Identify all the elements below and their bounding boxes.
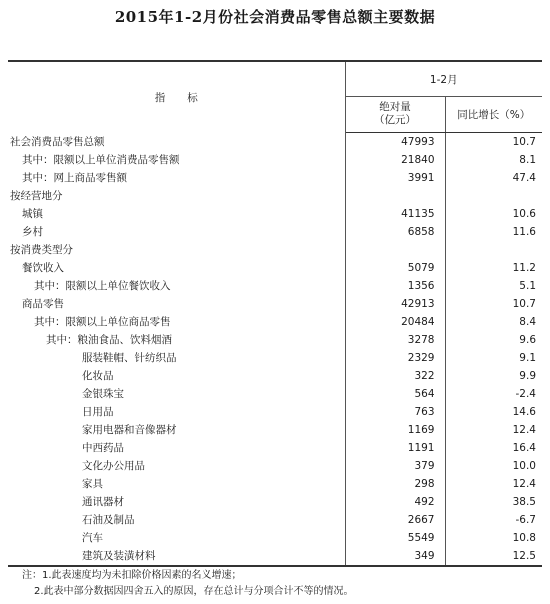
row-label: 建筑及装潢材料 xyxy=(8,547,345,566)
growth-rate: -6.7 xyxy=(515,513,536,526)
absolute-value: 21840 xyxy=(345,151,445,169)
absolute-value: 298 xyxy=(345,475,445,493)
growth-rate: 12.5 xyxy=(445,547,542,566)
row-label: 社会消费品零售总额 xyxy=(8,132,345,151)
row-label-prefix: 其中： xyxy=(46,334,78,346)
table-row xyxy=(8,349,542,367)
row-label: 其中：限额以上单位商品零售 xyxy=(8,313,345,331)
table-row xyxy=(8,439,542,457)
growth-rate: 11.6 xyxy=(512,225,536,238)
footnote-1: 注：1.此表速度均为未扣除价格因素的名义增速； xyxy=(22,570,242,581)
table-row xyxy=(8,529,542,547)
growth-rate: 12.4 xyxy=(512,423,536,436)
row-label: 金银珠宝 xyxy=(8,385,345,403)
growth-rate: -2.4 xyxy=(515,387,536,400)
row-label: 文化办公用品 xyxy=(8,457,345,475)
absolute-value: 1169 xyxy=(345,421,445,439)
table-row xyxy=(8,169,542,187)
absolute-value: 1356 xyxy=(345,277,445,295)
growth-rate: 14.6 xyxy=(512,405,536,418)
absolute-value: 20484 xyxy=(345,313,445,331)
growth-rate: 5.1 xyxy=(519,279,536,292)
table-row xyxy=(8,132,542,151)
table-row xyxy=(8,151,542,169)
table-row xyxy=(8,475,542,493)
table-row xyxy=(8,547,542,566)
growth-header: 同比增长（%） xyxy=(445,97,542,132)
growth-rate: 12.4 xyxy=(512,477,536,490)
table-row xyxy=(8,241,542,259)
row-label: 按经营地分 xyxy=(8,187,345,205)
growth-rate xyxy=(445,187,542,205)
indicator-header: 指标 xyxy=(8,61,345,132)
table-row xyxy=(8,259,542,277)
page-title: 2015年1-2月份社会消费品零售总额主要数据 xyxy=(114,8,436,26)
row-label: 家具 xyxy=(8,475,345,493)
row-label: 乡村 xyxy=(8,223,345,241)
row-label: 城镇 xyxy=(8,205,345,223)
table-row xyxy=(8,421,542,439)
absolute-value: 564 xyxy=(345,385,445,403)
table-row xyxy=(8,187,542,205)
table-row xyxy=(8,313,542,331)
row-label: 家用电器和音像器材 xyxy=(8,421,345,439)
absolute-value: 1191 xyxy=(345,439,445,457)
row-label: 化妆品 xyxy=(8,367,345,385)
table-row xyxy=(8,223,542,241)
row-label: 通讯器材 xyxy=(8,493,345,511)
absolute-value-header: 绝对量 （亿元） xyxy=(345,97,445,132)
growth-rate xyxy=(445,241,542,259)
growth-rate: 10.7 xyxy=(512,135,536,148)
row-label: 汽车 xyxy=(8,529,345,547)
growth-rate: 47.4 xyxy=(512,171,536,184)
growth-rate: 10.8 xyxy=(512,531,536,544)
table-row xyxy=(8,493,542,511)
absolute-value: 492 xyxy=(345,493,445,511)
footnote-2: 2.此表中部分数据因四舍五入的原因，存在总计与分项合计不等的情况。 xyxy=(34,586,354,597)
growth-rate: 9.6 xyxy=(519,333,536,346)
absolute-value: 6858 xyxy=(345,223,445,241)
growth-rate: 38.5 xyxy=(512,495,536,508)
row-label-text: 粮油食品、饮料烟酒 xyxy=(77,334,172,346)
row-label: 其中：网上商品零售额 xyxy=(8,169,345,187)
absolute-value: 5549 xyxy=(345,529,445,547)
table-body xyxy=(8,132,542,566)
growth-rate: 16.4 xyxy=(512,441,536,454)
absolute-value: 322 xyxy=(345,367,445,385)
absolute-value: 41135 xyxy=(345,205,445,223)
absolute-value: 5079 xyxy=(345,259,445,277)
table-row xyxy=(8,385,542,403)
absolute-value: 349 xyxy=(345,547,445,566)
retail-sales-table xyxy=(8,60,542,567)
growth-rate: 10.0 xyxy=(512,459,536,472)
row-label: 其中：限额以上单位餐饮收入 xyxy=(8,277,345,295)
absolute-value: 42913 xyxy=(345,295,445,313)
row-label: 中西药品 xyxy=(8,439,345,457)
absolute-value: 3991 xyxy=(345,169,445,187)
table-row xyxy=(8,295,542,313)
absolute-value: 47993 xyxy=(345,132,445,151)
row-label: 餐饮收入 xyxy=(8,259,345,277)
absolute-value: 2329 xyxy=(345,349,445,367)
row-label xyxy=(8,331,345,349)
row-label: 其中：限额以上单位消费品零售额 xyxy=(8,151,345,169)
row-label: 日用品 xyxy=(8,403,345,421)
growth-rate: 9.1 xyxy=(519,351,536,364)
table-row xyxy=(8,403,542,421)
growth-rate: 8.4 xyxy=(519,315,536,328)
table-row xyxy=(8,457,542,475)
growth-rate: 10.7 xyxy=(512,297,536,310)
table-row xyxy=(8,367,542,385)
absolute-value: 3278 xyxy=(345,331,445,349)
row-label: 按消费类型分 xyxy=(8,241,345,259)
row-label: 商品零售 xyxy=(8,295,345,313)
growth-rate: 8.1 xyxy=(519,153,536,166)
absolute-value: 2667 xyxy=(345,511,445,529)
row-label: 服装鞋帽、针纺织品 xyxy=(8,349,345,367)
table-row xyxy=(8,205,542,223)
footnotes xyxy=(22,568,354,600)
table-row xyxy=(8,277,542,295)
growth-rate: 9.9 xyxy=(519,369,536,382)
absolute-value xyxy=(345,241,445,259)
growth-rate: 10.6 xyxy=(512,207,536,220)
absolute-value xyxy=(345,187,445,205)
row-label: 石油及制品 xyxy=(8,511,345,529)
growth-rate: 11.2 xyxy=(512,261,536,274)
table-row xyxy=(8,511,542,529)
absolute-value: 763 xyxy=(345,403,445,421)
absolute-value: 379 xyxy=(345,457,445,475)
period-header: 1-2月 xyxy=(345,61,542,97)
table-row xyxy=(8,331,542,349)
